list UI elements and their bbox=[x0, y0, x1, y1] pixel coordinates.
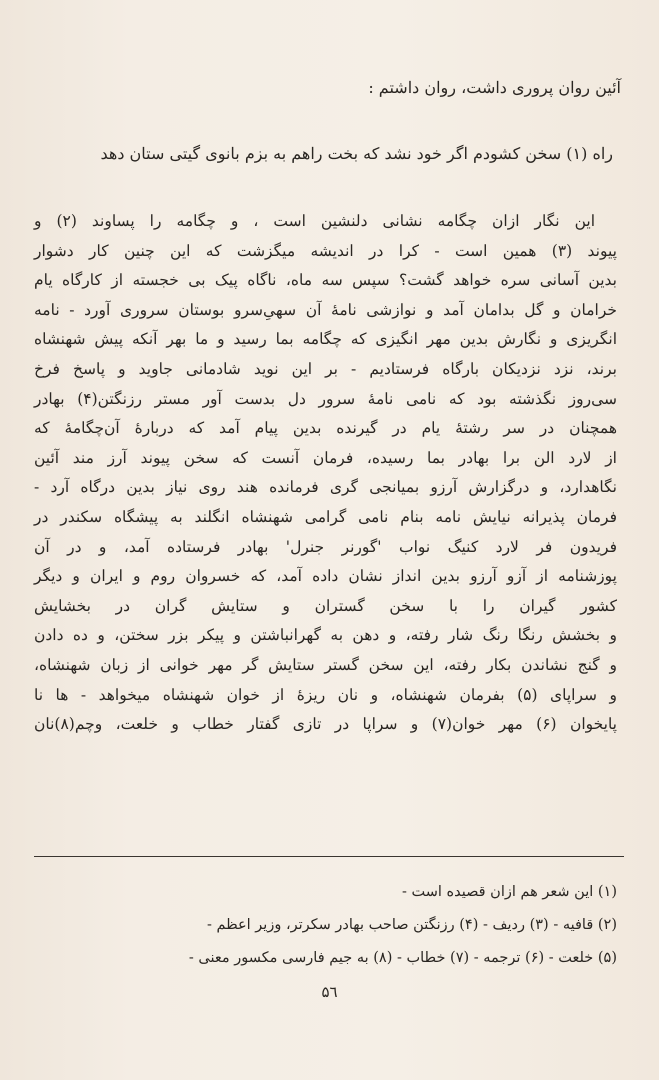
verse-line: راه (۱) سخن کشودم اگر خود نشد که بخت راهم به بزم بانوی گیتی ستان دهد bbox=[100, 144, 613, 163]
page-number: ۵٦ bbox=[321, 983, 338, 1001]
footnote-line: (۱) این شعر هم ازان قصیده است - bbox=[401, 884, 617, 900]
footnote-line: (۲) قافیه - (۳) ردیف - (۴) رزنگتن صاحب بهادر سکرتر، وزیر اعظم - bbox=[206, 917, 617, 933]
body-line: و بخشش رنگا رنگ شار رفته، و دهن به گهرانباشتن و پیکر بزر سختن، و ده دادن bbox=[34, 626, 617, 645]
body-line: این نگار ازان چگامه نشانی دلنشین است ، و چگامه را پساوند (۲) و bbox=[34, 212, 595, 230]
body-line: کشور گیران را با سخن گستران و ستایش گران در بخشایش bbox=[34, 596, 617, 615]
footnote-line: (۵) خلعت - (۶) ترجمه - (۷) خطاب - (۸) به جیم فارسی مکسور معنی - bbox=[188, 950, 617, 966]
body-line: فرمان پذیرانه نیایش نامه بنام نامی گرامی شهنشاه انگلند به پیشگاه سکندر در bbox=[34, 507, 617, 526]
body-line: برند، نزد نزدیکان بارگاه فرستادیم - بر این نوید شادمانی جاوید و پاسخ فرخ bbox=[34, 359, 617, 378]
body-line: همچنان در سر رشتهٔ یام در گیرنده بدین پیام آمد که دربارهٔ آن‌چگامه‌ٔ که bbox=[34, 419, 617, 438]
body-line: از لارد الن برا بهادر بما رسیده، فرمان آنست که سخن پیوند آرز مند آئین bbox=[34, 448, 617, 467]
body-line: بدین آسانی سره خواهد گشت؟ سپس سه ماه، ناگاه پیک بی خجسته از کارگاه یام bbox=[34, 271, 617, 290]
body-line: سی‌روز نگذشته بود که نامی نامهٔ سرور دل بدست آور مستر رزنگتن(۴) بهادر bbox=[34, 389, 617, 408]
body-line: پیوند (۳) همین است - کرا در اندیشه میگزشت که این چنین کار دشوار bbox=[34, 241, 617, 260]
footnotes bbox=[0, 876, 659, 975]
intro-line: آئین روان پروری داشت، روان داشتم : bbox=[368, 78, 621, 97]
footnote-divider bbox=[34, 856, 624, 857]
body-line: انگریزی و نگارش بدین مهر انگیزی که چگامه بما رسید و ما بهر آنکه پیش شهنشاه bbox=[34, 330, 617, 349]
body-line: نگاهدارد، و درگزارش آرزو بمیانجی گری فرمانده هند روی نیاز بدین درگاه آرد - bbox=[34, 478, 617, 497]
body-line: پوزشنامه از آزو آرزو بدین انداز نشان داده آمد، که خسروان روم و ایران و دیگر bbox=[34, 567, 617, 586]
body-paragraph bbox=[0, 207, 659, 740]
body-line: خرامان و گل بدامان آمد و نوازشی نامهٔ آن سهیِ‌سرو بوستان سروری آورد - نامه bbox=[34, 300, 617, 319]
body-line: پایخوان (۶) مهر خوان(۷) و سراپا در تازی گفتار خطاب و خلعت، وچم(۸)نان bbox=[34, 715, 617, 734]
body-line: و سراپای (۵) بفرمان شهنشاه، و نان ریزهٔ از خوان شهنشاه میخواهد - ها نا bbox=[34, 685, 617, 704]
body-line: فریدون فر لارد کنیگ نواب 'گورنر جنرل' بهادر فرستاده آمد، و در آن bbox=[34, 537, 617, 556]
body-line: و گنج نشاندن بکار رفته، این سخن گستر ستایش گر مهر خوانی از زبان شهنشاه، bbox=[34, 655, 617, 674]
